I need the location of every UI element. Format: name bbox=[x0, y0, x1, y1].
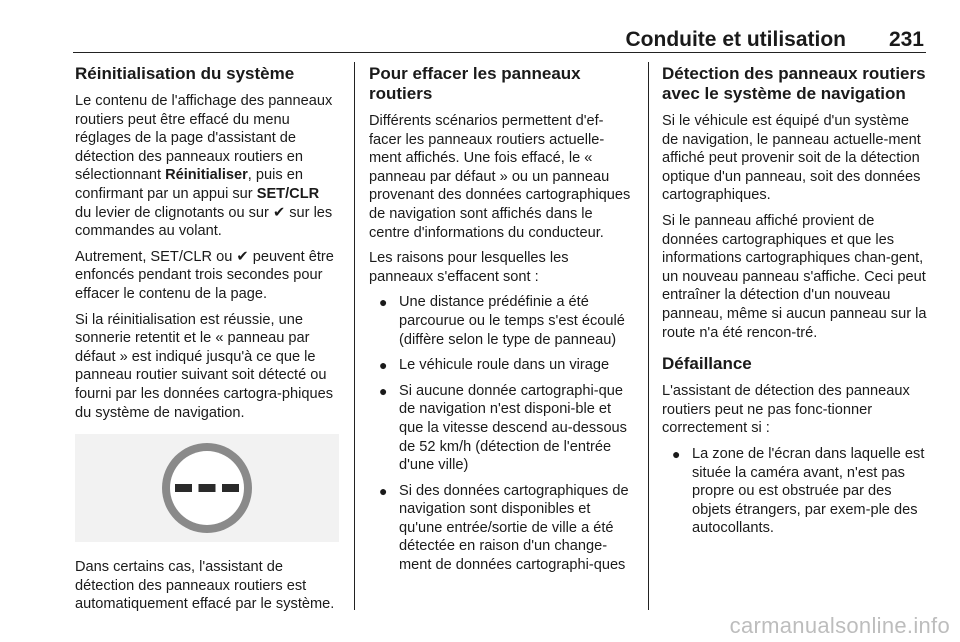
column-divider bbox=[648, 62, 649, 610]
list-item-text: La zone de l'écran dans laquelle est située la caméra avant, n'est pas propre ou est obstruée par des objets étrangers, par exem-ple des autocollants. bbox=[692, 445, 925, 537]
text: peuvent être enfoncés pendant trois secondes pour effacer le contenu de la page. bbox=[75, 248, 334, 302]
section-title: Conduite et utilisation bbox=[625, 28, 846, 51]
text: Autrement, SET/CLR ou bbox=[75, 248, 237, 265]
paragraph: L'assistant de détection des panneaux routiers peut ne pas fonc-tionner correctement si : bbox=[662, 383, 910, 437]
bullet-icon: ● bbox=[379, 382, 388, 399]
watermark: carmanualsonline.info bbox=[729, 613, 950, 638]
list-item bbox=[369, 382, 635, 475]
paragraph bbox=[75, 248, 339, 304]
bullet-icon: ● bbox=[672, 445, 681, 462]
paragraph bbox=[75, 92, 339, 241]
bullet-icon: ● bbox=[379, 482, 388, 499]
check-icon: ✔ bbox=[236, 248, 249, 265]
check-icon: ✔ bbox=[272, 204, 286, 221]
bullet-list bbox=[369, 293, 635, 574]
figure-default-sign bbox=[75, 434, 339, 542]
list-item bbox=[369, 293, 635, 349]
page-header bbox=[73, 22, 926, 53]
list-item-text: Une distance prédéfinie a été parcourue ou le temps s'est écoulé (diffère selon le type de panneau) bbox=[399, 294, 625, 348]
bullet-icon: ● bbox=[379, 294, 388, 311]
paragraph: Si la réinitialisation est réussie, une sonnerie retentit et le « panneau par défaut » est indiqué jusqu'à ce que le panneau routier suivant soit détecté ou fourni par les données cartogra-phiques du système de navigation. bbox=[75, 311, 333, 421]
paragraph: Si le panneau affiché provient de données cartographiques et que les informations cartographiques chan-gent, un nouveau panneau s'affiche. Ceci peut entraîner la détection d'un nouveau panneau, même si aucun panneau sur la route n'a été rencon-tré. bbox=[662, 212, 927, 341]
text: , puis en confirmant par un appui sur bbox=[75, 167, 303, 202]
column-2 bbox=[369, 64, 635, 582]
text: du levier de clignotants ou sur bbox=[75, 204, 273, 221]
list-item-text: Si des données cartographiques de navigation sont disponibles et qu'une entrée/sortie de ville a été détectée en raison d'un change-ment de données cartographi-ques bbox=[399, 482, 629, 574]
list-item bbox=[369, 482, 635, 575]
list-item bbox=[369, 356, 635, 375]
paragraph: Les raisons pour lesquelles les panneaux s'effacent sont : bbox=[369, 250, 569, 285]
list-item bbox=[662, 445, 928, 538]
heading-clear: Pour effacer les panneaux routiers bbox=[369, 64, 581, 103]
list-item-text: Le véhicule roule dans un virage bbox=[399, 357, 610, 374]
page-number: 231 bbox=[888, 28, 924, 51]
control-term-setclr: SET/CLR bbox=[256, 185, 320, 202]
column-1 bbox=[75, 64, 339, 621]
menu-term-reset: Réinitialiser bbox=[165, 167, 248, 184]
column-3 bbox=[662, 64, 928, 545]
paragraph: Dans certains cas, l'assistant de détection des panneaux routiers est automatiquement effacé par le système. bbox=[75, 559, 335, 613]
text: Le contenu de l'affichage des panneaux routiers peut être effacé du menu réglages de la page d'assistant de détection des panneaux routiers en sélectionnant bbox=[75, 93, 333, 184]
column-divider bbox=[354, 62, 355, 610]
bullet-list bbox=[662, 445, 928, 538]
paragraph: Si le véhicule est équipé d'un système de navigation, le panneau actuelle-ment affiché peut provenir soit de la détection optique d'un panneau, soit des données cartographiques. bbox=[662, 113, 921, 204]
default-sign-icon bbox=[157, 438, 257, 538]
text: sur les commandes au volant. bbox=[75, 204, 333, 240]
paragraph: Différents scénarios permettent d'ef-facer les panneaux routiers actuelle-ment affichés. Une fois effacé, le « panneau par défaut » ou un panneau provenant des données cartographiques de navigation sont affichés dans le centre d'informations du conducteur. bbox=[369, 113, 631, 241]
bullet-icon: ● bbox=[379, 357, 388, 374]
heading-reset: Réinitialisation du système bbox=[75, 64, 295, 83]
heading-navigation: Détection des panneaux routiers avec le système de navigation bbox=[662, 64, 926, 103]
heading-failure: Défaillance bbox=[662, 354, 752, 374]
list-item-text: Si aucune donnée cartographi-que de navigation n'est disponi-ble et que la vitesse descend au-dessous de 52 km/h (détection de l'entrée d'une ville) bbox=[399, 382, 627, 474]
